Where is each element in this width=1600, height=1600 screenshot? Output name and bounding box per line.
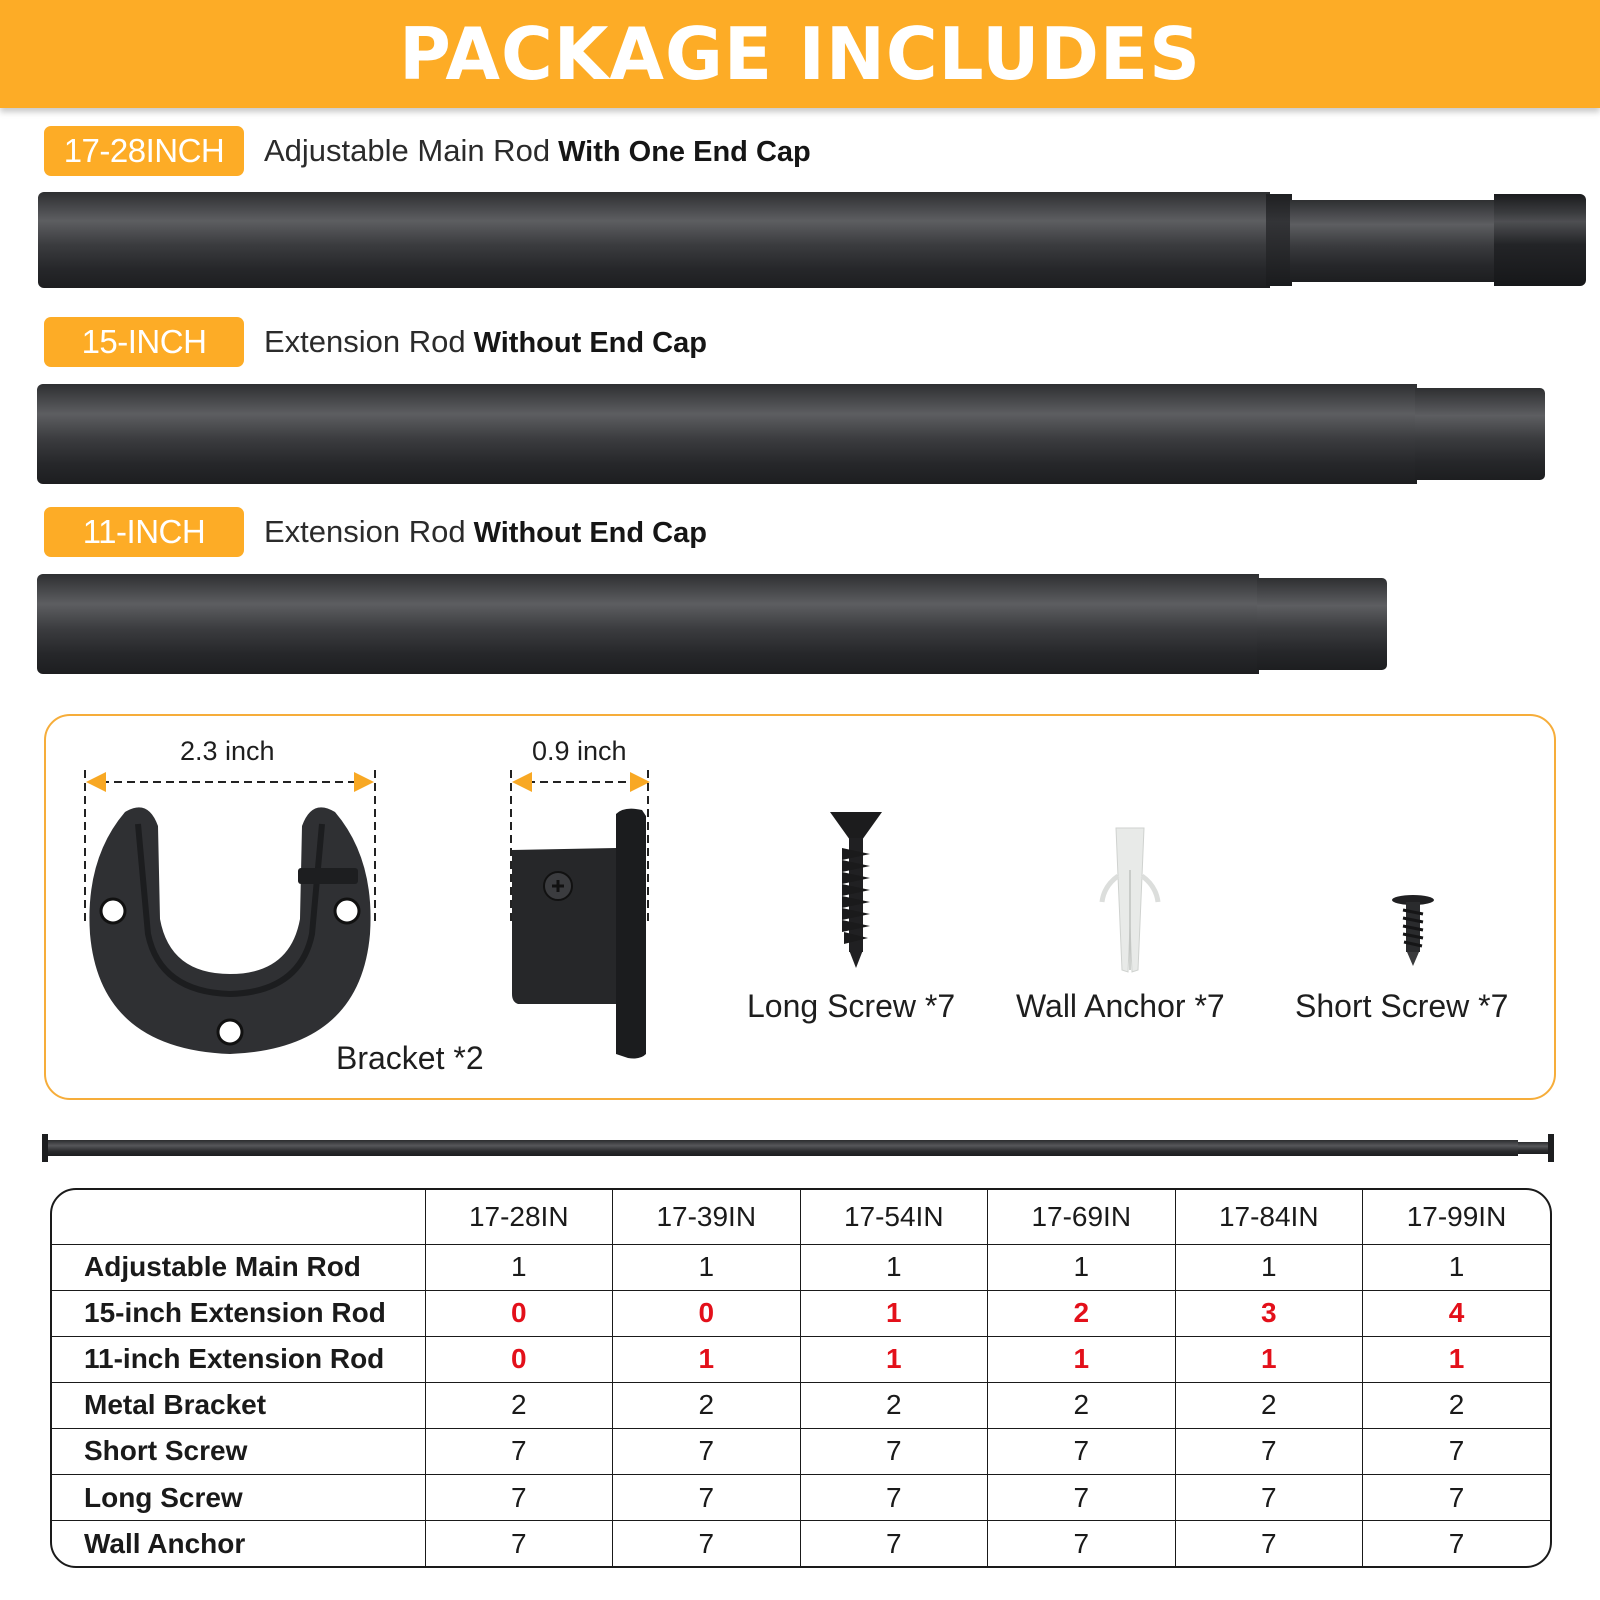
bracket-caption: Bracket *2 (336, 1040, 484, 1076)
row-label: Adjustable Main Rod (52, 1244, 425, 1290)
short-screw-icon (1388, 894, 1438, 974)
cell: 2 (800, 1382, 988, 1428)
rod-detail: Without End Cap (473, 517, 707, 549)
long-screw-caption: Long Screw *7 (747, 988, 956, 1024)
11-inch-rod-label (44, 507, 707, 557)
cell: 1 (613, 1244, 801, 1290)
row-label: Wall Anchor (52, 1521, 425, 1566)
rod-name: Extension Rod (264, 324, 466, 359)
cell: 7 (988, 1521, 1176, 1566)
table-row (52, 1290, 1550, 1336)
cell: 1 (800, 1290, 988, 1336)
cell: 2 (1175, 1382, 1363, 1428)
header-banner (0, 0, 1600, 108)
cell: 7 (800, 1521, 988, 1566)
cell: 7 (613, 1474, 801, 1520)
bracket-width-label: 2.3 inch (180, 736, 275, 766)
column-header: 17-28IN (425, 1190, 613, 1244)
cell: 7 (1175, 1521, 1363, 1566)
cell: 7 (613, 1521, 801, 1566)
cell: 1 (1363, 1336, 1551, 1382)
cell: 2 (988, 1382, 1176, 1428)
size-badge: 15-INCH (44, 317, 244, 367)
table-row (52, 1382, 1550, 1428)
cell: 1 (1175, 1244, 1363, 1290)
column-header: 17-54IN (800, 1190, 988, 1244)
cell: 7 (1363, 1474, 1551, 1520)
column-header (52, 1190, 425, 1244)
long-screw-icon (826, 810, 886, 970)
cell: 7 (988, 1474, 1176, 1520)
rod-detail: With One End Cap (558, 136, 811, 168)
assembled-rod-icon (40, 1130, 1560, 1166)
cell: 7 (425, 1521, 613, 1566)
15-inch-rod-image (37, 384, 1545, 480)
cell: 7 (425, 1474, 613, 1520)
bracket-front-icon (80, 764, 380, 1064)
column-header: 17-69IN (988, 1190, 1176, 1244)
cell: 7 (800, 1474, 988, 1520)
11-inch-rod-image (37, 574, 1387, 670)
cell: 7 (1363, 1428, 1551, 1474)
cell: 2 (1363, 1382, 1551, 1428)
cell: 1 (425, 1244, 613, 1290)
column-header: 17-39IN (613, 1190, 801, 1244)
short-screw-caption: Short Screw *7 (1295, 988, 1509, 1024)
cell: 2 (425, 1382, 613, 1428)
table-row (52, 1474, 1550, 1520)
bracket-side-icon (508, 764, 658, 1064)
cell: 2 (613, 1382, 801, 1428)
row-label: 11-inch Extension Rod (52, 1336, 425, 1382)
cell: 0 (425, 1336, 613, 1382)
row-label: Short Screw (52, 1428, 425, 1474)
cell: 1 (800, 1336, 988, 1382)
rod-name: Extension Rod (264, 514, 466, 549)
main-rod-label (44, 126, 811, 176)
cell: 7 (613, 1428, 801, 1474)
bracket-depth-label: 0.9 inch (532, 736, 627, 766)
cell: 7 (425, 1428, 613, 1474)
main-rod-image (38, 192, 1550, 288)
cell: 7 (988, 1428, 1176, 1474)
page-title: PACKAGE INCLUDES (399, 12, 1201, 96)
cell: 1 (1363, 1244, 1551, 1290)
cell: 1 (613, 1336, 801, 1382)
cell: 1 (1175, 1336, 1363, 1382)
cell: 7 (1175, 1428, 1363, 1474)
cell: 2 (988, 1290, 1176, 1336)
table-row (52, 1244, 1550, 1290)
rod-name: Adjustable Main Rod (264, 133, 551, 168)
table-row (52, 1521, 1550, 1566)
table-row (52, 1428, 1550, 1474)
table-header-row (52, 1190, 1550, 1244)
quantity-table (50, 1188, 1552, 1568)
cell: 0 (425, 1290, 613, 1336)
rod-detail: Without End Cap (473, 327, 707, 359)
size-badge: 11-INCH (44, 507, 244, 557)
cell: 1 (988, 1336, 1176, 1382)
size-badge: 17-28INCH (44, 126, 244, 176)
column-header: 17-99IN (1363, 1190, 1551, 1244)
cell: 0 (613, 1290, 801, 1336)
cell: 7 (1175, 1474, 1363, 1520)
cell: 4 (1363, 1290, 1551, 1336)
wall-anchor-caption: Wall Anchor *7 (1016, 988, 1225, 1024)
row-label: Long Screw (52, 1474, 425, 1520)
cell: 1 (988, 1244, 1176, 1290)
cell: 3 (1175, 1290, 1363, 1336)
cell: 7 (800, 1428, 988, 1474)
row-label: Metal Bracket (52, 1382, 425, 1428)
row-label: 15-inch Extension Rod (52, 1290, 425, 1336)
cell: 1 (800, 1244, 988, 1290)
wall-anchor-icon (1098, 826, 1162, 976)
table-row (52, 1336, 1550, 1382)
cell: 7 (1363, 1521, 1551, 1566)
15-inch-rod-label (44, 317, 707, 367)
column-header: 17-84IN (1175, 1190, 1363, 1244)
